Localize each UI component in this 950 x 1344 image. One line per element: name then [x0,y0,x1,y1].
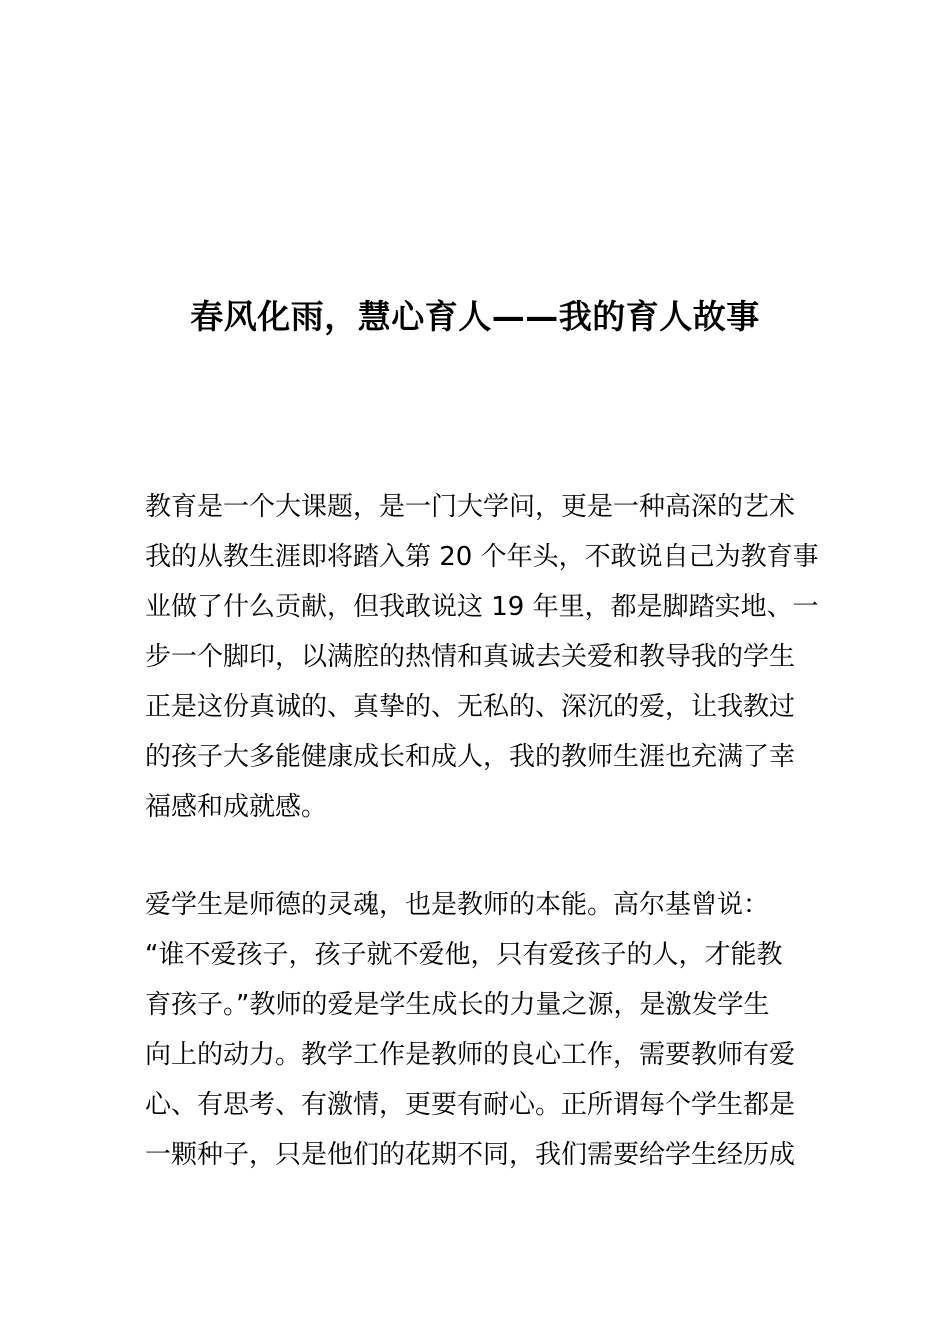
paragraph-line: 心、有思考、有激情，更要有耐心。正所谓每个学生都是 [145,1090,796,1120]
paragraph-line: “谁不爱孩子，孩子就不爱他，只有爱孩子的人，才能教 [145,940,783,970]
paragraph-line: 我的从教生涯即将踏入第 20 个年头，不敢说自己为教育事 [145,542,819,572]
paragraph-line: 福感和成就感。 [145,792,328,822]
paragraph-line: 向上的动力。教学工作是教师的良心工作，需要教师有爱 [145,1040,796,1070]
paragraph-line: 的孩子大多能健康成长和成人，我的教师生涯也充满了幸 [145,742,796,772]
paragraph-line: 正是这份真诚的、真挚的、无私的、深沉的爱，让我教过 [145,692,796,722]
paragraph-line: 业做了什么贡献，但我敢说这 19 年里，都是脚踏实地、一 [145,592,819,622]
document-title: 春风化雨，慧心育人——我的育人故事 [190,297,760,336]
paragraph-line: 步一个脚印，以满腔的热情和真诚去关爱和教导我的学生 [145,642,796,672]
paragraph-line: 教育是一个大课题，是一门大学问，更是一种高深的艺术 [145,492,796,522]
paragraph-line: 育孩子。”教师的爱是学生成长的力量之源，是激发学生 [145,990,770,1020]
paragraph-line: 一颗种子，只是他们的花期不同，我们需要给学生经历成 [145,1140,796,1170]
paragraph-2 [145,880,810,1180]
paragraph-1 [145,482,819,832]
paragraph-line: 爱学生是师德的灵魂，也是教师的本能。高尔基曾说： [145,890,770,920]
